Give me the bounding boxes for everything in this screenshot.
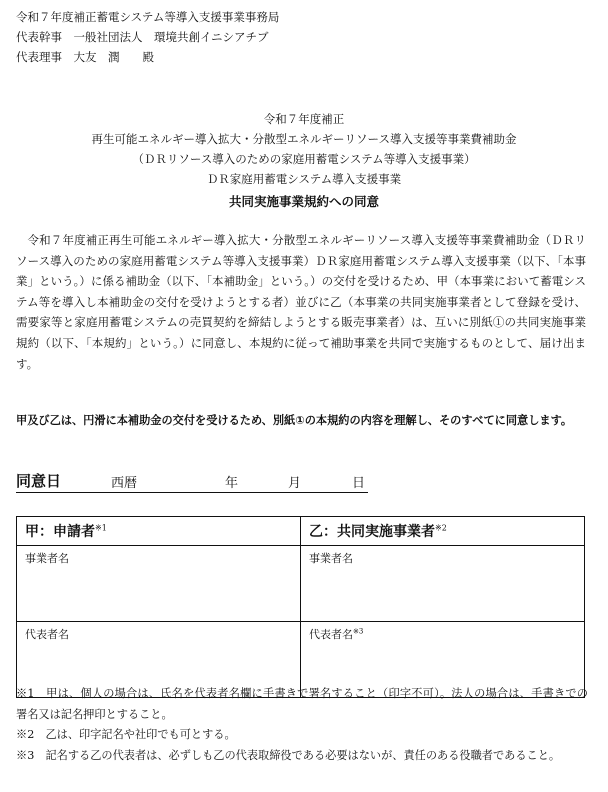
date-day-label: 日 [352, 476, 366, 491]
addressee-representative: 代表理事 大友 潤 殿 [16, 50, 154, 64]
partner-business-name-cell[interactable] [301, 546, 585, 622]
title-subsidy-name: 再生可能エネルギー導入拡大・分散型エネルギーリソース導入支援等事業費補助金 [91, 132, 517, 146]
applicant-business-name-cell[interactable] [17, 546, 301, 622]
page-title: 共同実施事業規約への同意 [228, 194, 379, 209]
applicant-business-name-label: 事業者名 [25, 552, 69, 565]
partner-business-name-label: 事業者名 [309, 552, 353, 565]
addressee-block [16, 7, 279, 67]
date-year-label: 年 [225, 476, 239, 491]
title-program-name: （ＤＲリソース導入のための家庭用蓄電システム等導入支援事業） [132, 152, 476, 166]
signature-table-header-row [17, 517, 585, 546]
signature-table [16, 516, 585, 698]
partner-representative-note: ※3 [353, 627, 364, 636]
body-paragraph-text: 令和７年度補正再生可能エネルギー導入拡大・分散型エネルギーリソース導入支援等事業費補助金（ＤＲリソース導入のための家庭用蓄電システム等導入支援事業）ＤＲ家庭用蓄電システム導入支援事業（以下、「本事業」という。）に係る補助金（以下、「本補助金」という。）の交付を受けるため、甲（本事業において蓄電システム等を導入し本補助金の交付を受けようとする者）並びに乙（本事業の共同実施事業者として登録を受け、需要家等と家庭用蓄電システムの売買契約を締結しようとする販売事業者）は、互いに別紙①の共同実施事業規約（以下、「本規約」という。）に同意し、本規約に従って補助事業を共同で実施するものとして、届け出ます。 [16, 233, 586, 371]
footnote-2: ※2 乙は、印字記名や社印でも可とする。 [16, 728, 236, 741]
applicant-header [17, 517, 301, 546]
addressee-organization: 代表幹事 一般社団法人 環境共創イニシアチブ [16, 30, 269, 44]
body-paragraph [16, 230, 586, 374]
date-era-label: 西暦 [111, 476, 138, 491]
footnotes [16, 684, 588, 766]
date-month-label: 月 [288, 476, 302, 491]
title-project-name: ＤＲ家庭用蓄電システム導入支援事業 [206, 172, 402, 186]
partner-header-label: 乙：共同実施事業者 [309, 524, 435, 540]
footnote-3: ※3 記名する乙の代表者は、必ずしも乙の代表取締役である必要はないが、責任のある役職者であること。 [16, 748, 561, 762]
title-block [0, 109, 608, 212]
partner-header [301, 517, 585, 546]
consent-paragraph: 甲及び乙は、円滑に本補助金の交付を受けるため、別紙①の本規約の内容を理解し、そのすべてに同意します。 [16, 414, 573, 427]
consent-date-row [16, 470, 368, 493]
title-fiscal-year: 令和７年度補正 [263, 112, 345, 126]
footnote-1: ※1 甲は、個人の場合は、氏名を代表者名欄に手書きで署名すること（印字不可）。法人の場合は、手書きでの署名又は記名押印とすること。 [16, 687, 588, 721]
business-name-row [17, 546, 585, 622]
addressee-office: 令和７年度補正蓄電システム等導入支援事業事務局 [16, 10, 280, 24]
applicant-representative-label: 代表者名 [25, 628, 69, 641]
applicant-header-label: 甲：申請者 [25, 524, 95, 540]
applicant-header-note: ※1 [95, 523, 107, 533]
consent-date-label: 同意日 [16, 472, 62, 490]
partner-header-note: ※2 [435, 523, 447, 533]
partner-representative-label: 代表者名 [309, 628, 353, 641]
